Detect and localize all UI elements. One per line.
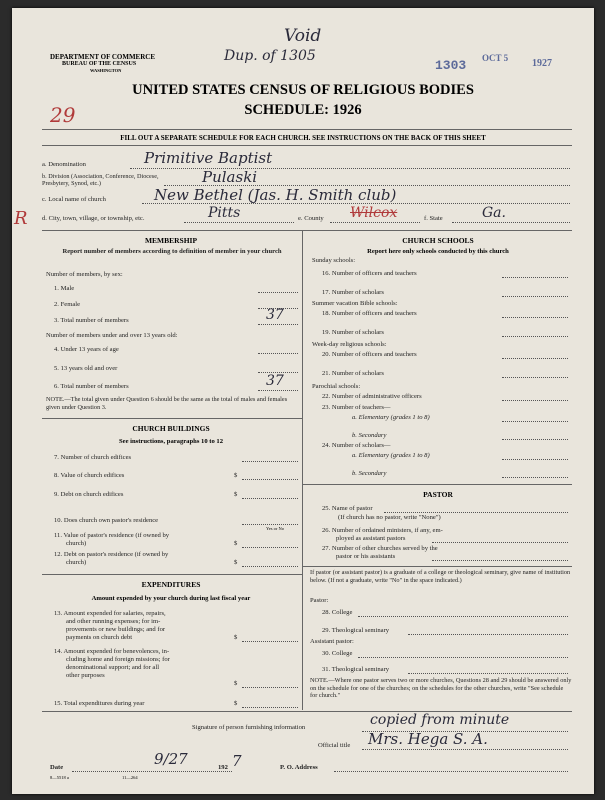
department-label: DEPARTMENT OF COMMERCE xyxy=(50,53,156,61)
q23a-label: a. Elementary (grades 1 to 8) xyxy=(352,414,430,421)
buildings-heading: CHURCH BUILDINGS xyxy=(132,424,210,433)
parochial-schools-label: Parochial schools: xyxy=(312,383,361,390)
header-rule-bottom xyxy=(42,145,572,146)
void-annotation: Void xyxy=(284,26,322,46)
po-address-label: P. O. Address xyxy=(280,764,318,771)
official-title-value: Mrs. Hega S. A. xyxy=(368,730,488,748)
q25-answer-line xyxy=(384,512,568,513)
denomination-label: a. Denomination xyxy=(42,161,86,168)
q31-label: 31. Theological seminary xyxy=(322,666,390,673)
q11-dollar: $ xyxy=(234,540,238,547)
q22-label: 22. Number of administrative officers xyxy=(322,393,422,400)
stamp-year: 1927 xyxy=(532,58,552,69)
q8-dollar: $ xyxy=(234,472,238,479)
official-title-line xyxy=(362,749,568,750)
q29-label: 29. Theological seminary xyxy=(322,627,390,634)
pastor-note: NOTE.—Where one pastor serves two or more churches, Questions 28 and 29 should be answered only on the schedule for one of the churches; on the schedules for the other churches, write "See schedule for church." xyxy=(310,677,572,699)
q3-total-value: 37 xyxy=(266,307,284,323)
q18-label: 18. Number of officers and teachers xyxy=(322,310,417,317)
expenditures-subheading: Amount expended by your church during last fiscal year xyxy=(91,595,251,602)
form-subtitle: SCHEDULE: 1926 xyxy=(244,102,362,118)
q28-label: 28. College xyxy=(322,609,353,616)
graduate-instruction: If pastor (or assistant pastor) is a graduate of a college or theological seminary, give name of institution below. (If not a graduate, write "No" in the space indicated.) xyxy=(310,569,571,584)
schools-subheading: Report here only schools conducted by this church xyxy=(367,248,509,255)
membership-note: NOTE.—The total given under Question 6 should be the same as the total of males and females given under Question 3. xyxy=(46,396,288,411)
pastor-sub-label: Pastor: xyxy=(310,597,329,604)
column-divider xyxy=(302,230,303,710)
q15-answer-line xyxy=(242,707,298,708)
q19-answer-line xyxy=(502,336,568,337)
denomination-line xyxy=(130,168,570,169)
membership-subheading: Report number of members according to definition of member in your church xyxy=(62,248,282,255)
city-town-line xyxy=(184,222,294,223)
header-rule-top xyxy=(42,129,572,130)
q23a-answer-line xyxy=(502,421,568,422)
buildings-subheading: See instructions, paragraphs 10 to 12 xyxy=(118,438,224,445)
q4-answer-line xyxy=(258,353,298,354)
division-label: b. Division (Association, Conference, Diocese, Presbytery, Synod, etc.) xyxy=(42,173,159,187)
q1-male-label: 1. Male xyxy=(54,285,75,292)
county-label: e. County xyxy=(298,215,324,222)
pastor-heading: PASTOR xyxy=(423,490,453,499)
date-value: 9/27 xyxy=(154,750,188,768)
q15-total-label: 15. Total expenditures during year xyxy=(54,700,145,707)
q24b-label: b. Secondary xyxy=(352,470,387,477)
q30-label: 30. College xyxy=(322,650,353,657)
q16-answer-line xyxy=(502,277,568,278)
q17-label: 17. Number of scholars xyxy=(322,289,384,296)
q26-answer-line xyxy=(432,542,568,543)
state-line xyxy=(452,222,570,223)
q7-answer-line xyxy=(242,461,298,462)
form-number-2: 11—264 xyxy=(122,775,138,780)
county-value: Wilcox xyxy=(350,205,398,221)
q21-label: 21. Number of scholars xyxy=(322,370,384,377)
q14-line-3: denominational support; and for all xyxy=(66,664,160,671)
q7-edifices-label: 7. Number of church edifices xyxy=(54,454,132,461)
expenditures-rule xyxy=(42,574,302,575)
bureau-label: BUREAU OF THE CENSUS xyxy=(62,61,137,67)
q26-label-2: ployed as assistant pastors xyxy=(336,535,406,542)
q17-answer-line xyxy=(502,296,568,297)
q9-dollar: $ xyxy=(234,491,238,498)
q13-dollar: $ xyxy=(234,634,238,641)
q27-label-2: pastor or his assistants xyxy=(336,553,396,560)
q12-answer-line xyxy=(242,566,298,567)
q3-answer-line xyxy=(258,324,298,325)
q9-debt-label: 9. Debt on church edifices xyxy=(54,491,124,498)
year-printed: 192 xyxy=(218,764,228,771)
date-label: Date xyxy=(50,764,64,771)
form-title: UNITED STATES CENSUS OF RELIGIOUS BODIES xyxy=(132,82,474,98)
county-line xyxy=(330,222,420,223)
q10-residence-label: 10. Does church own pastor's residence xyxy=(54,517,159,524)
q28-answer-line xyxy=(358,616,568,617)
q15-dollar: $ xyxy=(234,700,238,707)
q13-line-2: and other running expenses; for im- xyxy=(66,618,161,625)
q29-answer-line xyxy=(408,634,568,635)
q12-label-1: 12. Debt on pastor's residence (if owned by xyxy=(54,551,169,558)
q6-total-label: 6. Total number of members xyxy=(54,383,129,390)
po-address-line xyxy=(334,771,568,772)
q24-label: 24. Number of scholars— xyxy=(322,442,391,449)
city-town-value: Pitts xyxy=(208,205,241,221)
q1-answer-line xyxy=(258,292,298,293)
q24b-answer-line xyxy=(502,477,568,478)
q16-label: 16. Number of officers and teachers xyxy=(322,270,417,277)
stamp-number: 1303 xyxy=(435,58,467,73)
q14-line-2: cluding home and foreign missions; for xyxy=(66,656,170,663)
section-rule xyxy=(42,230,572,231)
duplicate-annotation: Dup. of 1305 xyxy=(224,48,316,64)
q25-label: 25. Name of pastor xyxy=(322,505,373,512)
q31-answer-line xyxy=(408,673,568,674)
page-number-annotation: 29 xyxy=(50,103,76,127)
date-line xyxy=(72,771,232,772)
sunday-schools-label: Sunday schools: xyxy=(312,257,356,264)
r-annotation: R xyxy=(14,208,28,229)
graduate-rule xyxy=(302,566,572,567)
q23-label: 23. Number of teachers— xyxy=(322,404,391,411)
q24a-answer-line xyxy=(502,459,568,460)
signature-label: Signature of person furnishing information xyxy=(192,724,306,731)
q6-total-value: 37 xyxy=(266,373,284,389)
q11-answer-line xyxy=(242,547,298,548)
signature-value: copied from minute xyxy=(370,712,510,728)
q30-answer-line xyxy=(358,657,568,658)
q19-label: 19. Number of scholars xyxy=(322,329,384,336)
q23b-label: b. Secondary xyxy=(352,432,387,439)
q14-dollar: $ xyxy=(234,680,238,687)
city-town-label: d. City, town, village, or township, etc. xyxy=(42,215,145,222)
city-label: WASHINGTON xyxy=(90,68,122,73)
q25-hint: (If church has no pastor, write "None") xyxy=(338,514,441,521)
q3-total-label: 3. Total number of members xyxy=(54,317,129,324)
under-over-label: Number of members under and over 13 years old: xyxy=(46,332,178,339)
q2-female-label: 2. Female xyxy=(54,301,81,308)
q27-label-1: 27. Number of other churches served by the xyxy=(322,545,438,552)
membership-heading: MEMBERSHIP xyxy=(144,236,198,245)
assistant-pastor-label: Assistant pastor: xyxy=(310,638,354,645)
church-name-label: c. Local name of church xyxy=(42,196,106,203)
q13-answer-line xyxy=(242,641,298,642)
stamp-date: OCT 5 xyxy=(482,53,509,63)
weekday-schools-label: Week-day religious schools: xyxy=(312,341,387,348)
q26-label-1: 26. Number of ordained ministers, if any, em- xyxy=(322,527,443,534)
denomination-value: Primitive Baptist xyxy=(144,149,273,167)
official-title-label: Official title xyxy=(318,742,351,749)
q14-line-4: other purposes xyxy=(66,672,105,679)
yes-no-hint: Yes or No xyxy=(266,526,285,531)
q14-line-1: 14. Amount expended for benevolences, in- xyxy=(54,648,170,655)
members-by-sex-label: Number of members, by sex: xyxy=(46,271,123,278)
q6-answer-line xyxy=(258,390,298,391)
expenditures-heading: EXPENDITURES xyxy=(141,580,201,589)
q8-answer-line xyxy=(242,479,298,480)
q14-answer-line xyxy=(242,687,298,688)
q4-under-13-label: 4. Under 13 years of age xyxy=(54,346,119,353)
q9-answer-line xyxy=(242,498,298,499)
schools-heading: CHURCH SCHOOLS xyxy=(402,236,474,245)
q12-label-2: church) xyxy=(66,559,87,566)
form-number: 8—5518 a xyxy=(50,775,69,780)
summer-schools-label: Summer vacation Bible schools: xyxy=(312,300,398,307)
q23b-answer-line xyxy=(502,439,568,440)
q8-value-label: 8. Value of church edifices xyxy=(54,472,125,479)
year-written: 7 xyxy=(232,752,242,770)
q12-dollar: $ xyxy=(234,559,238,566)
q21-answer-line xyxy=(502,377,568,378)
buildings-rule xyxy=(42,418,302,419)
q13-line-1: 13. Amount expended for salaries, repairs, xyxy=(54,610,166,617)
q22-answer-line xyxy=(502,400,568,401)
q24a-label: a. Elementary (grades 1 to 8) xyxy=(352,452,430,459)
q27-answer-line xyxy=(432,560,568,561)
q13-line-4: payments on church debt xyxy=(66,634,133,641)
q11-label-1: 11. Value of pastor's residence (if owned by xyxy=(54,532,170,539)
q20-answer-line xyxy=(502,358,568,359)
q11-label-2: church) xyxy=(66,540,87,547)
instruction-line: FILL OUT A SEPARATE SCHEDULE FOR EACH CHURCH. SEE INSTRUCTIONS ON THE BACK OF THIS SHEET xyxy=(120,134,486,142)
q20-label: 20. Number of officers and teachers xyxy=(322,351,417,358)
state-value: Ga. xyxy=(482,205,506,221)
q13-line-3: provements or new buildings; and for xyxy=(66,626,166,633)
church-name-value: New Bethel (Jas. H. Smith club) xyxy=(154,186,397,204)
q10-answer-line xyxy=(242,524,298,525)
census-schedule-form xyxy=(12,8,594,794)
state-label: f. State xyxy=(424,215,443,222)
q5-over-13-label: 5. 13 years old and over xyxy=(54,365,118,372)
division-value: Pulaski xyxy=(202,168,258,186)
pastor-rule xyxy=(302,484,572,485)
q18-answer-line xyxy=(502,317,568,318)
